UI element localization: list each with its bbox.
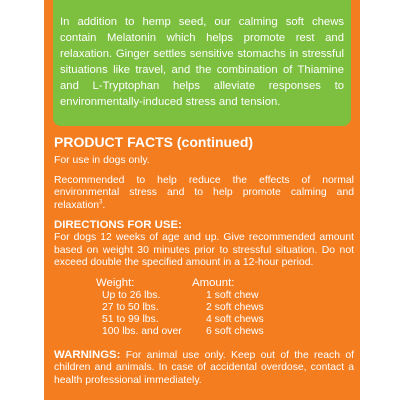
dosage-weight: Up to 26 lbs.	[102, 289, 161, 301]
product-facts-heading: PRODUCT FACTS (continued)	[54, 134, 254, 150]
dosage-amount: 1 soft chew	[206, 289, 259, 301]
dosage-table	[96, 277, 354, 339]
recommendation-end: .	[102, 199, 106, 211]
label-panel	[44, 0, 360, 400]
warnings-label: WARNINGS:	[54, 348, 121, 361]
use-statement: For use in dogs only.	[54, 155, 150, 166]
weight-header: Weight:	[96, 276, 135, 289]
intro-text: In addition to hemp seed, our calming soft chews contain Melatonin which helps promote rest and relaxation. Ginger settles sensitive stomachs in stressful situations like travel, and the combination of Thiamine and L-Tryptophan helps alleviate responses to environmentally-induced stress and tension.	[60, 16, 344, 108]
intro-box	[53, 0, 351, 126]
dosage-weight: 27 to 50 lbs.	[102, 301, 159, 313]
dosage-weight: 100 lbs. and over	[102, 326, 182, 338]
directions-text: For dogs 12 weeks of age and up. Give recommended amount based on weight 30 minutes prior to stressful situation. Do not exceed double the specified amount in a 12-hour period.	[54, 232, 354, 268]
recommendation-statement	[54, 175, 354, 213]
dosage-weight: 51 to 99 lbs.	[102, 314, 159, 326]
recommendation-text: Recommended to help reduce the effects of normal environmental stress and to help promote calming and relaxation	[54, 174, 354, 211]
warnings-section	[54, 349, 354, 388]
dosage-amount: 6 soft chews	[206, 326, 264, 338]
dosage-amount: 2 soft chews	[206, 301, 264, 313]
amount-header: Amount:	[192, 276, 235, 289]
directions-heading: DIRECTIONS FOR USE:	[54, 219, 182, 231]
product-facts-section	[54, 134, 354, 387]
footnote-marker: 3	[99, 199, 103, 206]
dosage-amount: 4 soft chews	[206, 314, 264, 326]
warnings-text: For animal use only. Keep out of the reach of children and animals. In case of accidental overdose, contact a health professional immediately.	[54, 349, 354, 386]
